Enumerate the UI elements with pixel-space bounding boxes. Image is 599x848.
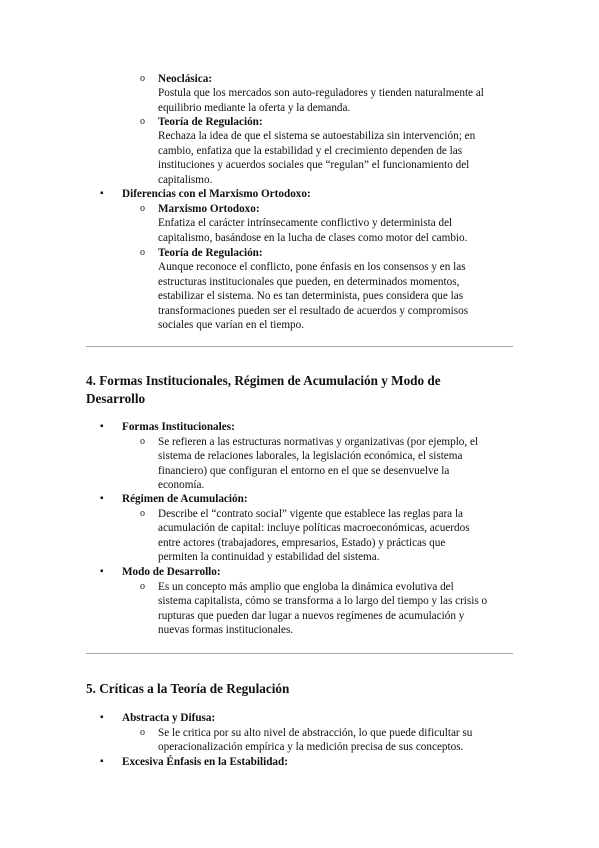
heading-line: Desarrollo [86,391,146,406]
sub-item-body [158,580,518,638]
circle-bullet-icon: o [140,581,145,592]
circle-bullet-icon: o [140,508,145,519]
body-line: cambio, enfatiza que la estabilidad y el crecimiento dependen de las [158,144,463,157]
sub-item-title: Marxismo Ortodoxo: [158,203,260,215]
body-line: Se le critica por su alto nivel de abstracción, lo que puede dificultar su [158,727,473,739]
body-line: sociales que varían en el tiempo. [158,319,305,332]
heading-line: 5. Críticas a la Teoría de Regulación [86,681,290,696]
body-line: instituciones y acuerdos sociales que “regulan” el funcionamiento del [158,159,470,172]
sub-item-title: Teoría de Regulación: [158,247,263,259]
bullet-title: Diferencias con el Marxismo Ortodoxo: [122,188,311,200]
square-bullet-icon: ▪ [100,566,104,577]
body-line: permiten la continuidad y estabilidad del sistema. [158,551,380,564]
sub-item-body [158,129,518,187]
circle-bullet-icon: o [140,73,145,84]
sub-item-title: Teoría de Regulación: [158,116,263,128]
body-line: economía. [158,479,205,492]
body-line: estabilizar el sistema. No es tan determinista, pues considera que las [158,290,464,303]
body-line: transformaciones pueden ser el resultado de acuerdos y compromisos [158,304,469,317]
bullet-title: Abstracta y Difusa: [122,712,216,724]
body-line: financiero) que configuran el entorno en el que se desenvuelve la [158,464,450,477]
sub-item-body [158,260,518,332]
section-heading-5 [86,680,506,698]
body-line: Se refieren a las estructuras normativas y organizativas (por ejemplo, el [158,436,479,448]
bullet-title: Formas Institucionales: [122,421,235,433]
body-line: nuevas formas institucionales. [158,624,294,637]
sub-item-body [158,435,518,493]
heading-line: 4. Formas Institucionales, Régimen de Acumulación y Modo de [86,373,441,388]
circle-bullet-icon: o [140,116,145,127]
square-bullet-icon: ▪ [100,712,104,723]
sub-item-body [158,86,518,115]
circle-bullet-icon: o [140,727,145,738]
circle-bullet-icon: o [140,203,145,214]
bullet-title: Régimen de Acumulación: [122,493,248,505]
body-line: Enfatiza el carácter intrínsecamente conflictivo y determinista del [158,217,453,230]
square-bullet-icon: ▪ [100,421,104,432]
body-line: Rechaza la idea de que el sistema se autoestabiliza sin intervención; en [158,130,476,143]
body-line: entre actores (trabajadores, empresarios, Estado) y prácticas que [158,536,446,549]
section-heading-4 [86,372,506,408]
sub-item-title: Neoclásica: [158,73,213,85]
square-bullet-icon: ▪ [100,188,104,199]
body-line: Postula que los mercados son auto-reguladores y tienden naturalmente al [158,87,484,100]
body-line: operacionalización empírica y la medición precisa de sus conceptos. [158,741,464,754]
square-bullet-icon: ▪ [100,493,104,504]
body-line: sistema capitalista, cómo se transforma a lo largo del tiempo y las crisis o [158,595,488,608]
body-line: capitalismo, basándose en la lucha de clases como motor del cambio. [158,231,468,244]
body-line: rupturas que pueden dar lugar a nuevos regímenes de acumulación y [158,609,465,622]
body-line: sistema de relaciones laborales, la legislación económica, el sistema [158,450,463,463]
body-line: Describe el “contrato social” vigente que establece las reglas para la [158,508,464,520]
sub-item-body [158,216,518,245]
body-line: acumulación de capital: incluye políticas macroeconómicas, acuerdos [158,522,470,535]
bullet-title: Modo de Desarrollo: [122,566,221,578]
circle-bullet-icon: o [140,436,145,447]
body-line: capitalismo. [158,173,213,186]
sub-item-body [158,726,518,755]
bullet-title: Excesiva Énfasis en la Estabilidad: [122,756,288,768]
section-divider [86,346,513,347]
circle-bullet-icon: o [140,247,145,258]
square-bullet-icon: ▪ [100,756,104,767]
sub-item-body [158,507,518,565]
body-line: estructuras institucionales que pueden, en determinados momentos, [158,275,460,288]
body-line: Es un concepto más amplio que engloba la dinámica evolutiva del [158,581,454,593]
body-line: equilibrio mediante la oferta y la demanda. [158,101,351,114]
section-divider [86,653,513,654]
body-line: Aunque reconoce el conflicto, pone énfasis en los consensos y en las [158,261,466,274]
